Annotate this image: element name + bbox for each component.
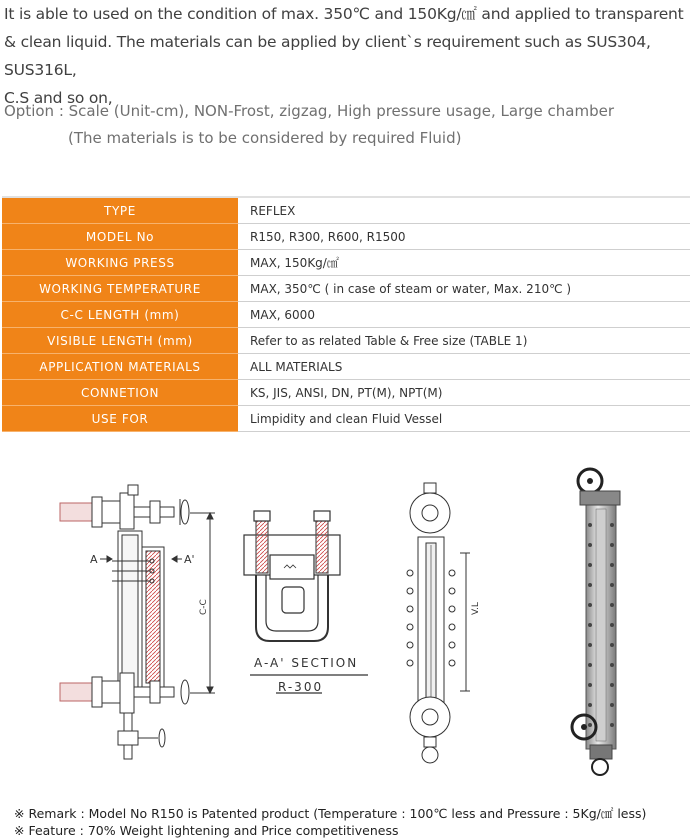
label-a: A — [90, 553, 98, 566]
spec-value: ALL MATERIALS — [238, 354, 690, 380]
side-view-drawing — [60, 485, 215, 759]
table-row — [2, 276, 690, 302]
spec-value: MAX, 150Kg/㎠ — [238, 250, 690, 276]
remark-note: ※ Remark : Model No R150 is Patented product (Temperature : 100℃ less and Pressure : 5Kg/㎠ less) — [14, 806, 647, 821]
spec-value: MAX, 6000 — [238, 302, 690, 328]
table-row — [2, 380, 690, 406]
option-line-1: Option : Scale (Unit-cm), NON-Frost, zigzag, High pressure usage, Large chamber — [4, 102, 614, 120]
spec-label: VISIBLE LENGTH (mm) — [2, 328, 238, 354]
table-row — [2, 406, 690, 432]
spec-label: CONNETION — [2, 380, 238, 406]
feature-note: ※ Feature : 70% Weight lightening and Price competitiveness — [14, 823, 399, 838]
table-row — [2, 328, 690, 354]
spec-label: MODEL No — [2, 224, 238, 250]
product-photo — [572, 469, 620, 775]
table-row — [2, 224, 690, 250]
section-model: R-300 — [278, 680, 324, 694]
spec-value: REFLEX — [238, 197, 690, 224]
spec-table — [2, 196, 690, 432]
table-row — [2, 250, 690, 276]
table-row — [2, 302, 690, 328]
intro-line-3: C.S and so on, — [4, 89, 113, 107]
section-title: A-A' SECTION — [254, 656, 359, 670]
spec-value: KS, JIS, ANSI, DN, PT(M), NPT(M) — [238, 380, 690, 406]
spec-value: R150, R300, R600, R1500 — [238, 224, 690, 250]
remarks — [14, 805, 646, 839]
table-row — [2, 197, 690, 224]
spec-value: Limpidity and clean Fluid Vessel — [238, 406, 690, 432]
spec-label: USE FOR — [2, 406, 238, 432]
label-a-prime: A' — [184, 553, 195, 566]
spec-value: MAX, 350℃ ( in case of steam or water, Max. 210℃ ) — [238, 276, 690, 302]
label-cc: C-C — [199, 599, 209, 615]
front-view-drawing — [407, 483, 470, 763]
spec-value: Refer to as related Table & Free size (TABLE 1) — [238, 328, 690, 354]
gauge-drawings — [0, 455, 692, 785]
spec-label: WORKING PRESS — [2, 250, 238, 276]
intro-line-2: & clean liquid. The materials can be applied by client`s requirement such as SUS304, SUS316L, — [4, 33, 651, 79]
option-text — [4, 98, 614, 152]
intro-text — [4, 0, 692, 112]
intro-line-1: It is able to used on the condition of max. 350℃ and 150Kg/㎠ and applied to transparent — [4, 5, 684, 23]
spec-label: C-C LENGTH (mm) — [2, 302, 238, 328]
label-vl: V.L — [471, 602, 481, 615]
table-row — [2, 354, 690, 380]
spec-label: WORKING TEMPERATURE — [2, 276, 238, 302]
spec-label: TYPE — [2, 197, 238, 224]
option-line-2: (The materials is to be considered by required Fluid) — [68, 129, 462, 147]
spec-label: APPLICATION MATERIALS — [2, 354, 238, 380]
